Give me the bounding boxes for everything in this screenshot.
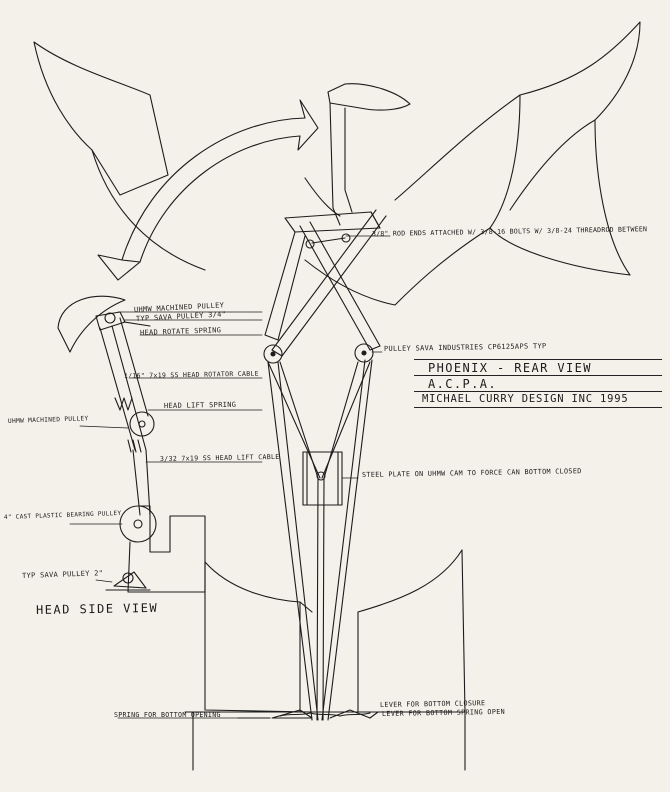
uhmw-pulley-top-label: UHMW MACHINED PULLEY	[133, 301, 225, 314]
head-rotator-cable-label: 1/16" 7x19 SS HEAD ROTATOR CABLE	[123, 369, 259, 380]
head-rotate-spring-label: HEAD ROTATE SPRING	[139, 326, 222, 337]
spring-bottom-opening-label: SPRING FOR BOTTOM OPENING	[114, 711, 221, 719]
title-line-3: MICHAEL CURRY DESIGN INC 1995	[422, 393, 629, 405]
head-side-view	[58, 296, 205, 592]
left-wing	[34, 42, 205, 270]
head-neck	[305, 84, 410, 225]
lever-closure-label: LEVER FOR BOTTOM CLOSURE	[379, 699, 486, 709]
sava-pulley-top-label: TYP SAVA PULLEY 3/4"	[135, 310, 227, 323]
steel-plate-label: STEEL PLATE ON UHMW CAM TO FORCE CAN BOTTOM CLOSED	[361, 467, 582, 479]
head-side-view-title: HEAD SIDE VIEW	[35, 600, 159, 617]
can-body	[185, 550, 465, 770]
rod-ends-label: 3/8" ROD ENDS ATTACHED W/ 3/8-16 BOLTS W/ 3/8-24 THREADROD BETWEEN	[371, 225, 648, 238]
title-line-1: PHOENIX - REAR VIEW	[428, 361, 592, 375]
x-cross-linkage	[265, 210, 386, 356]
vertical-struts	[268, 360, 372, 720]
pulley-sava-label: PULLEY SAVA INDUSTRIES CP6125APS TYP	[383, 342, 547, 353]
head-lift-spring-label: HEAD LIFT SPRING	[163, 400, 237, 410]
uhmw-pulley-mid-label: UHMW MACHINED PULLEY	[7, 415, 89, 425]
title-block	[414, 359, 662, 407]
title-line-2: A.C.P.A.	[428, 377, 497, 391]
lever-spring-open-label: LEVER FOR BOTTOM SPRING OPEN	[381, 707, 506, 718]
head-lift-cable-label: 3/32 7x19 SS HEAD LIFT CABLE	[159, 452, 280, 463]
right-wing	[305, 22, 640, 305]
cast-plastic-pulley-label: 4" CAST PLASTIC BEARING PULLEY	[3, 509, 122, 521]
sava-pulley-2-label: TYP SAVA PULLEY 2"	[21, 569, 104, 580]
